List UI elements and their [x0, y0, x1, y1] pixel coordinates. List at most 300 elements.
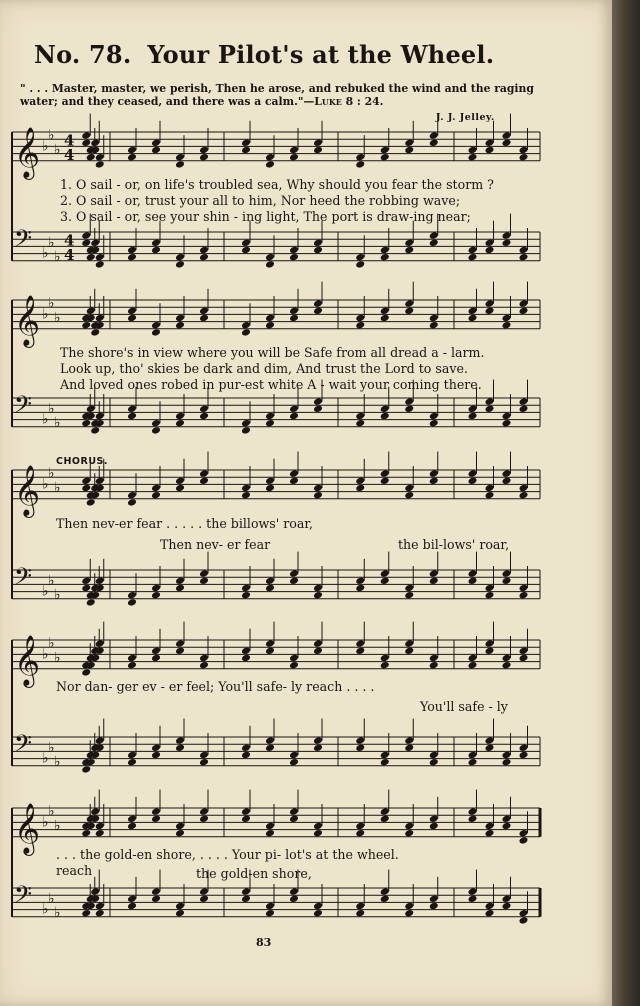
note-head	[519, 751, 529, 760]
note-head	[485, 639, 495, 648]
note-head	[265, 647, 275, 656]
note-head	[485, 736, 495, 745]
note-head	[241, 239, 251, 248]
note-head	[289, 807, 299, 816]
note-head	[429, 654, 439, 663]
note-head	[355, 153, 365, 162]
note-head	[127, 758, 137, 767]
note-head	[127, 314, 137, 323]
note-head	[81, 139, 91, 148]
note-head	[355, 829, 365, 838]
note-head	[404, 639, 414, 648]
note-head	[355, 902, 365, 911]
note-head	[519, 491, 529, 500]
key-flat: ♭	[54, 650, 61, 666]
note-head	[81, 239, 91, 248]
note-head	[468, 895, 478, 904]
note-head	[241, 484, 251, 493]
verse-2-line: 2. O sail - or, trust your all to him, Nor heed the robbing wave;	[60, 193, 461, 208]
note-head	[81, 829, 91, 838]
note-head	[429, 239, 439, 248]
bass-clef: 𝄢	[14, 224, 33, 258]
note-head	[502, 419, 512, 428]
note-head	[355, 253, 365, 262]
note-head	[502, 815, 512, 824]
note-head	[151, 139, 161, 148]
key-flat: ♭	[48, 295, 55, 312]
note-head	[81, 484, 91, 493]
note-head	[289, 577, 299, 586]
note-head	[380, 654, 390, 663]
note-head	[265, 321, 275, 330]
key-flat: ♭	[42, 411, 49, 428]
note-head	[90, 139, 100, 148]
note-head	[95, 477, 105, 486]
note-head	[502, 654, 512, 663]
note-head	[429, 569, 439, 578]
key-flat: ♭	[48, 890, 55, 907]
note-head	[485, 909, 495, 918]
time-signature: 4	[64, 231, 75, 250]
note-head	[265, 477, 275, 486]
note-head	[241, 419, 251, 428]
note-head	[289, 895, 299, 904]
note-head	[355, 577, 365, 586]
note-head	[90, 887, 100, 896]
note-head	[313, 736, 323, 745]
note-head	[127, 246, 137, 255]
note-head	[380, 314, 390, 323]
note-head	[468, 751, 478, 760]
key-flat: ♭	[48, 572, 55, 589]
note-head	[404, 909, 414, 918]
verse-1-line: 1. O sail - or, on life's troubled sea, Why should you fear the storm ?	[60, 177, 494, 192]
note-head	[175, 647, 185, 656]
note-head	[429, 314, 439, 323]
note-head	[519, 591, 529, 600]
note-head	[175, 253, 185, 262]
note-head	[404, 299, 414, 308]
note-head	[355, 412, 365, 421]
key-flat: ♭	[48, 234, 55, 251]
note-head	[199, 815, 209, 824]
note-head	[265, 253, 275, 262]
note-head	[151, 419, 161, 428]
note-head	[502, 239, 512, 248]
note-head	[468, 412, 478, 421]
note-head	[404, 239, 414, 248]
note-head	[95, 160, 105, 169]
note-head	[90, 328, 100, 337]
note-head	[485, 584, 495, 593]
note-head	[485, 299, 495, 308]
note-head	[81, 909, 91, 918]
note-head	[151, 246, 161, 255]
note-head	[81, 321, 91, 330]
chorus-line-1-treble: Then nev-er fear . . . . . the billows' roar,	[56, 516, 313, 531]
note-head	[380, 412, 390, 421]
note-head	[468, 815, 478, 824]
note-head	[151, 491, 161, 500]
note-head	[241, 491, 251, 500]
note-head	[485, 405, 495, 414]
note-head	[241, 426, 251, 435]
note-head	[468, 661, 478, 670]
bass-clef: 𝄢	[14, 729, 33, 763]
note-head	[429, 131, 439, 140]
note-head	[502, 895, 512, 904]
note-head	[86, 253, 96, 262]
note-head	[265, 314, 275, 323]
note-head	[151, 321, 161, 330]
note-head	[175, 321, 185, 330]
note-head	[175, 902, 185, 911]
note-head	[380, 661, 390, 670]
note-head	[289, 153, 299, 162]
note-head	[265, 153, 275, 162]
note-head	[380, 307, 390, 316]
note-head	[468, 758, 478, 767]
note-head	[355, 260, 365, 269]
key-flat: ♭	[54, 415, 61, 432]
note-head	[175, 736, 185, 745]
note-head	[519, 253, 529, 262]
note-head	[90, 239, 100, 248]
key-flat: ♭	[48, 465, 55, 482]
note-head	[199, 751, 209, 760]
note-head	[468, 405, 478, 414]
note-head	[404, 591, 414, 600]
note-head	[355, 160, 365, 169]
note-head	[289, 751, 299, 760]
note-head	[519, 246, 529, 255]
note-head	[175, 909, 185, 918]
note-head	[404, 744, 414, 753]
note-head	[265, 829, 275, 838]
note-head	[380, 577, 390, 586]
verse-2-line-b: Look up, tho' skies be dark and dim, And trust the Lord to save.	[60, 361, 468, 376]
note-head	[95, 639, 105, 648]
bass-clef: 𝄢	[14, 390, 33, 424]
note-head	[289, 307, 299, 316]
note-head	[519, 299, 529, 308]
bass-clef: 𝄢	[14, 562, 33, 596]
note-head	[404, 829, 414, 838]
note-head	[519, 916, 529, 925]
note-head	[485, 829, 495, 838]
note-head	[151, 328, 161, 337]
note-head	[355, 647, 365, 656]
note-head	[265, 577, 275, 586]
note-head	[519, 584, 529, 593]
note-head	[265, 260, 275, 269]
note-head	[502, 314, 512, 323]
note-head	[519, 397, 529, 406]
note-head	[95, 909, 105, 918]
note-head	[175, 477, 185, 486]
note-head	[127, 405, 137, 414]
note-head	[380, 146, 390, 155]
note-head	[151, 807, 161, 816]
note-head	[289, 253, 299, 262]
note-head	[151, 591, 161, 600]
note-head	[127, 815, 137, 824]
note-head	[313, 484, 323, 493]
note-head	[355, 744, 365, 753]
note-head	[313, 405, 323, 414]
key-flat: ♭	[54, 818, 61, 834]
note-head	[241, 584, 251, 593]
time-signature: 4	[64, 245, 75, 264]
note-head	[502, 569, 512, 578]
note-head	[519, 153, 529, 162]
note-head	[485, 139, 495, 148]
note-head	[429, 751, 439, 760]
note-head	[151, 887, 161, 896]
note-head	[404, 139, 414, 148]
note-head	[127, 598, 137, 607]
note-head	[81, 668, 91, 677]
note-head	[404, 491, 414, 500]
note-head	[313, 591, 323, 600]
note-head	[485, 239, 495, 248]
key-flat: ♭	[42, 476, 49, 493]
note-head	[199, 314, 209, 323]
note-head	[502, 231, 512, 240]
key-flat: ♭	[54, 587, 61, 604]
note-head	[265, 744, 275, 753]
note-head	[429, 477, 439, 486]
note-head	[289, 146, 299, 155]
note-head	[289, 405, 299, 414]
note-head	[86, 405, 96, 414]
note-head	[151, 584, 161, 593]
note-head	[404, 822, 414, 831]
note-head	[199, 246, 209, 255]
note-head	[468, 153, 478, 162]
treble-clef: 𝄞	[14, 464, 41, 516]
note-head	[199, 405, 209, 414]
note-head	[127, 654, 137, 663]
note-head	[429, 822, 439, 831]
key-flat: ♭	[48, 739, 55, 756]
note-head	[199, 758, 209, 767]
note-head	[175, 829, 185, 838]
note-head	[86, 307, 96, 316]
note-head	[289, 477, 299, 486]
note-head	[289, 314, 299, 323]
note-head	[519, 654, 529, 663]
note-head	[199, 654, 209, 663]
note-head	[313, 397, 323, 406]
key-flat: ♭	[42, 646, 49, 663]
note-head	[429, 419, 439, 428]
note-head	[502, 661, 512, 670]
chorus-line-3-bass-b: the gold-en shore,	[196, 866, 312, 881]
note-head	[265, 639, 275, 648]
note-head	[175, 412, 185, 421]
note-head	[86, 153, 96, 162]
note-head	[313, 146, 323, 155]
note-head	[95, 253, 105, 262]
note-head	[313, 239, 323, 248]
epigraph-text: " . . . Master, master, we perish, Then he arose, and rebuked the wind and the raging water; and they ceased, and there was a calm."—	[20, 82, 534, 108]
note-head	[502, 139, 512, 148]
note-head	[502, 751, 512, 760]
note-head	[313, 307, 323, 316]
note-head	[241, 887, 251, 896]
note-head	[355, 477, 365, 486]
note-head	[289, 815, 299, 824]
key-flat: ♭	[54, 249, 61, 266]
note-head	[95, 736, 105, 745]
treble-clef: 𝄞	[14, 802, 41, 854]
note-head	[95, 412, 105, 421]
note-head	[519, 405, 529, 414]
note-head	[199, 577, 209, 586]
treble-clef: 𝄞	[14, 294, 41, 346]
note-head	[429, 412, 439, 421]
hymn-number: No. 78.	[34, 40, 132, 69]
page-number: 83	[256, 936, 272, 949]
note-head	[175, 314, 185, 323]
verse-3-line: 3. O sail - or, see your shin - ing light, The port is draw-ing near;	[60, 209, 471, 224]
note-head	[468, 146, 478, 155]
note-head	[502, 469, 512, 478]
note-head	[241, 591, 251, 600]
note-head	[485, 591, 495, 600]
note-head	[151, 239, 161, 248]
note-head	[241, 895, 251, 904]
note-head	[485, 822, 495, 831]
note-head	[380, 153, 390, 162]
book-edge	[612, 0, 640, 1006]
key-flat: ♭	[42, 245, 49, 262]
note-head	[151, 647, 161, 656]
note-head	[380, 405, 390, 414]
note-head	[380, 895, 390, 904]
note-head	[151, 815, 161, 824]
note-head	[86, 498, 96, 507]
note-head	[241, 139, 251, 148]
note-head	[241, 654, 251, 663]
chorus-line-3-treble: . . . the gold-en shore, . . . . Your pi- lot's at the wheel.	[56, 847, 399, 862]
note-head	[429, 815, 439, 824]
note-head	[81, 131, 91, 140]
key-flat: ♭	[54, 754, 61, 771]
note-head	[95, 577, 105, 586]
note-head	[81, 584, 91, 593]
note-head	[519, 909, 529, 918]
note-head	[380, 887, 390, 896]
note-head	[265, 484, 275, 493]
note-head	[151, 146, 161, 155]
note-head	[355, 419, 365, 428]
note-head	[127, 902, 137, 911]
note-head	[127, 146, 137, 155]
note-head	[199, 895, 209, 904]
note-head	[151, 654, 161, 663]
note-head	[313, 902, 323, 911]
chorus-line-2-treble: Nor dan- ger ev - er feel; You'll safe- ly reach . . . .	[56, 679, 375, 694]
note-head	[175, 153, 185, 162]
note-head	[241, 815, 251, 824]
note-head	[404, 307, 414, 316]
note-head	[355, 484, 365, 493]
note-head	[355, 584, 365, 593]
note-head	[485, 146, 495, 155]
note-head	[313, 744, 323, 753]
note-head	[175, 260, 185, 269]
note-head	[502, 822, 512, 831]
note-head	[151, 426, 161, 435]
note-head	[81, 419, 91, 428]
note-head	[519, 829, 529, 838]
note-head	[313, 491, 323, 500]
note-head	[429, 321, 439, 330]
bass-clef: 𝄢	[14, 880, 33, 914]
note-head	[468, 253, 478, 262]
note-head	[265, 822, 275, 831]
note-head	[468, 469, 478, 478]
note-head	[404, 584, 414, 593]
note-head	[199, 887, 209, 896]
note-head	[468, 577, 478, 586]
note-head	[127, 307, 137, 316]
note-head	[199, 569, 209, 578]
note-head	[241, 751, 251, 760]
note-head	[429, 758, 439, 767]
note-head	[127, 895, 137, 904]
key-flat: ♭	[54, 905, 61, 922]
note-head	[265, 736, 275, 745]
note-head	[502, 758, 512, 767]
note-head	[468, 887, 478, 896]
note-head	[151, 744, 161, 753]
note-head	[380, 246, 390, 255]
note-head	[485, 397, 495, 406]
note-head	[429, 577, 439, 586]
note-head	[404, 647, 414, 656]
note-head	[127, 253, 137, 262]
note-head	[519, 307, 529, 316]
note-head	[468, 807, 478, 816]
note-head	[380, 477, 390, 486]
note-head	[265, 584, 275, 593]
note-head	[313, 829, 323, 838]
note-head	[127, 751, 137, 760]
key-flat: ♭	[42, 583, 49, 600]
note-head	[313, 246, 323, 255]
chorus-line-1-bass: Then nev- er fear	[160, 537, 271, 552]
note-head	[241, 744, 251, 753]
note-head	[199, 307, 209, 316]
note-head	[404, 484, 414, 493]
note-head	[199, 661, 209, 670]
composer-credit: J. J. Jelley.	[436, 112, 495, 123]
note-head	[199, 412, 209, 421]
note-head	[265, 160, 275, 169]
note-head	[485, 902, 495, 911]
note-head	[241, 321, 251, 330]
treble-clef: 𝄞	[14, 126, 41, 178]
key-flat: ♭	[48, 127, 55, 144]
key-flat: ♭	[42, 138, 49, 155]
note-head	[468, 307, 478, 316]
note-head	[175, 639, 185, 648]
note-head	[519, 484, 529, 493]
note-head	[175, 484, 185, 493]
